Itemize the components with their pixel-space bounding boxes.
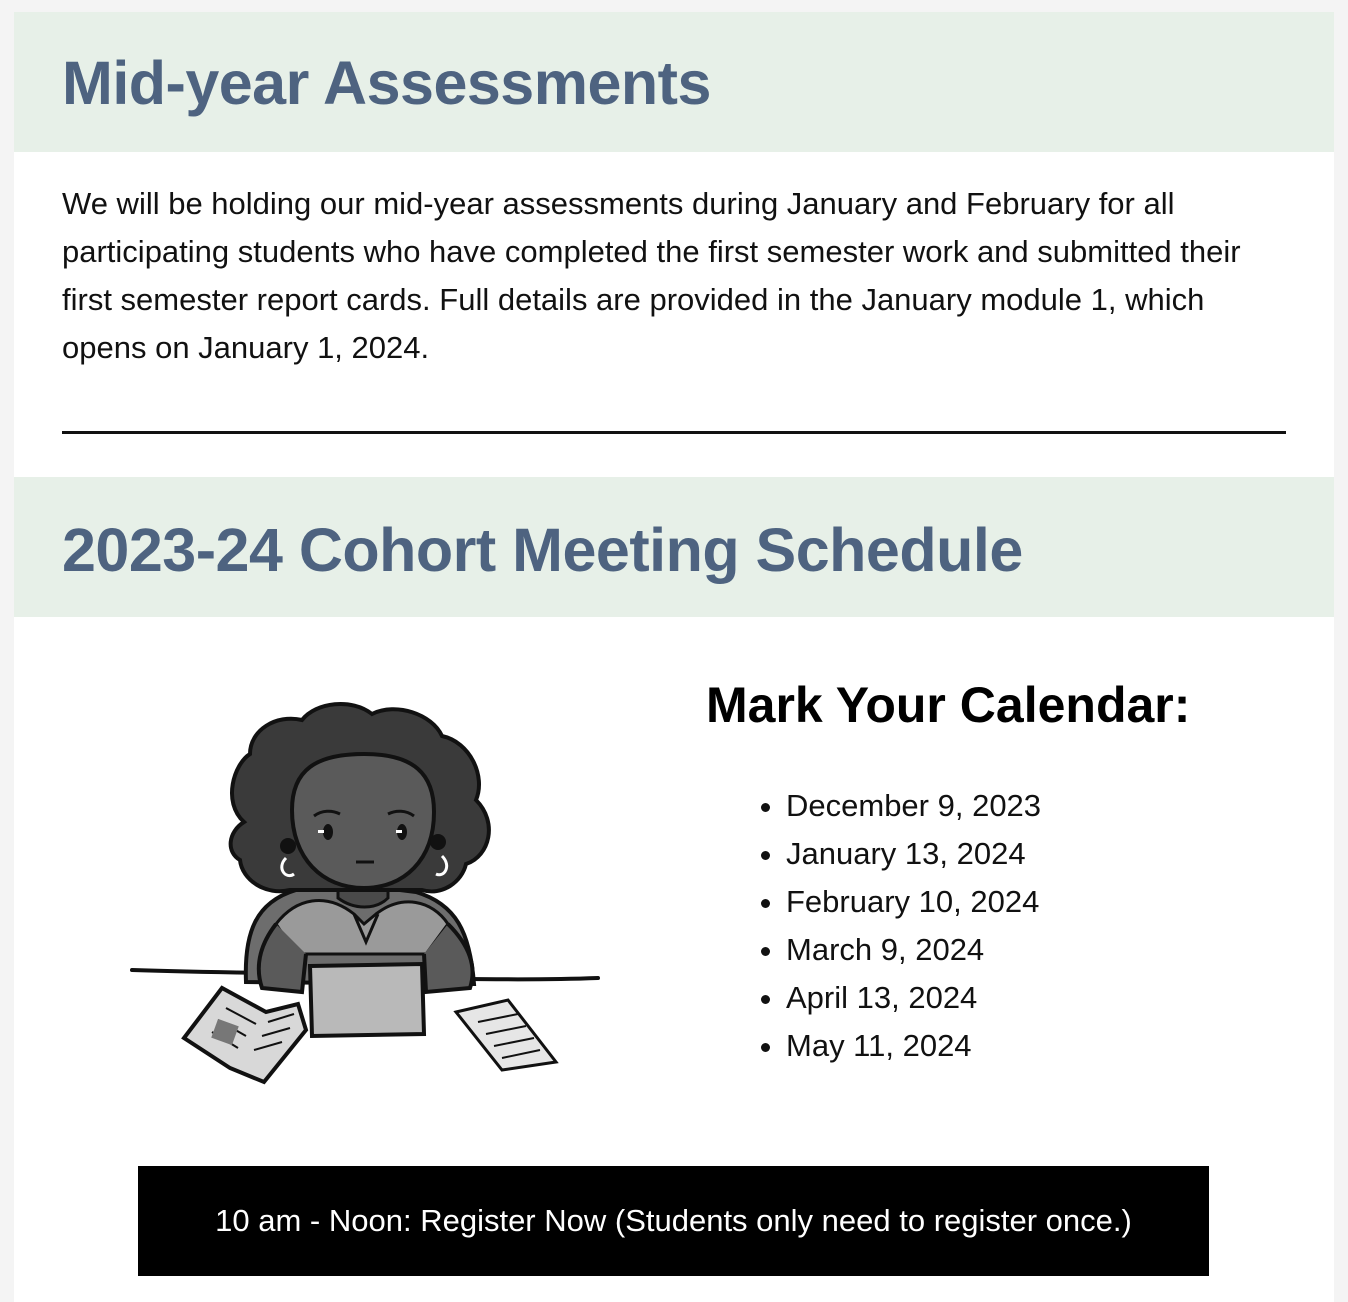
schedule-title: 2023-24 Cohort Meeting Schedule — [62, 516, 1023, 584]
list-item: • March 9, 2024 — [786, 926, 1041, 974]
newsletter-page — [14, 12, 1334, 1302]
list-item: • April 13, 2024 — [786, 974, 1041, 1022]
section-divider — [62, 431, 1286, 434]
assessments-title: Mid-year Assessments — [62, 49, 711, 117]
register-now-button[interactable]: 10 am - Noon: Register Now (Students only need to register once.) — [138, 1166, 1209, 1276]
calendar-heading: Mark Your Calendar: — [706, 677, 1191, 733]
list-item: • January 13, 2024 — [786, 830, 1041, 878]
list-item: • February 10, 2024 — [786, 878, 1041, 926]
assessments-body: We will be holding our mid-year assessments during January and February for all participating students who have completed the first semester work and submitted their first semester report cards. Full details are provided in the January module 1, which opens on January 1, 2024. — [62, 186, 1241, 365]
list-item: • May 11, 2024 — [786, 1022, 1041, 1070]
schedule-header-band — [14, 477, 1334, 617]
list-item: • December 9, 2023 — [786, 782, 1041, 830]
student-at-laptop-illustration — [126, 692, 606, 1092]
assessments-header-band — [14, 12, 1334, 152]
meeting-dates-list — [748, 782, 1041, 1070]
